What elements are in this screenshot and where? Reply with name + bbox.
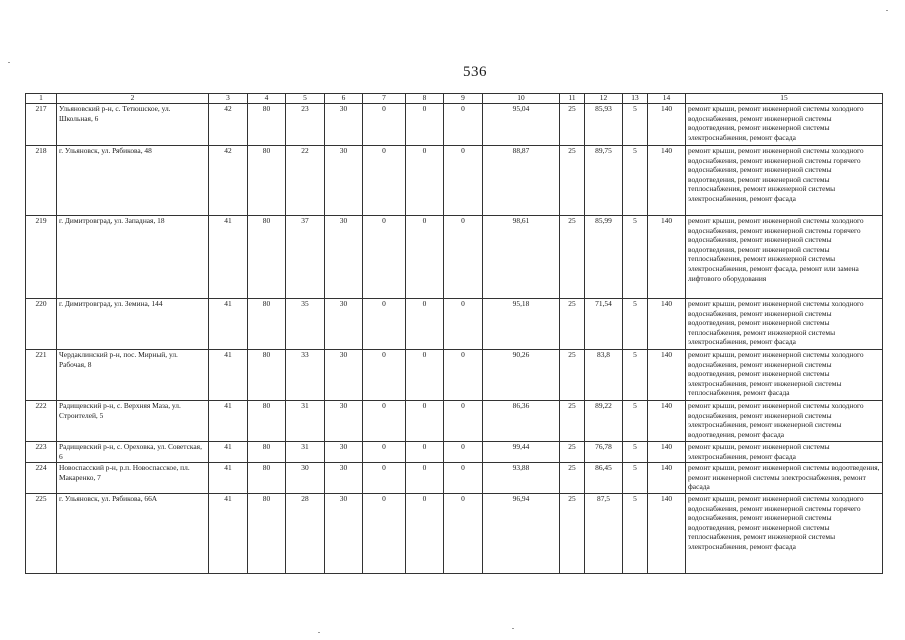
- value-cell: 0: [444, 494, 483, 574]
- value-cell: 30: [325, 104, 363, 146]
- value-cell: 0: [406, 463, 444, 494]
- scan-speck: [318, 632, 320, 633]
- row-number: 220: [26, 299, 57, 350]
- value-cell: 0: [406, 442, 444, 463]
- value-cell: 25: [560, 216, 585, 299]
- value-cell: 80: [248, 463, 286, 494]
- value-cell: 5: [623, 146, 648, 216]
- repair-works-cell: ремонт крыши, ремонт инженерной системы холодного водоснабжения, ремонт инженерной системы электроснабжения, ремонт инженерной системы водоотведения, ремонт фасада: [686, 401, 883, 442]
- address-cell: Радищевский р-н, с. Ореховка, ул. Советская, 6: [57, 442, 209, 463]
- row-number: 223: [26, 442, 57, 463]
- value-cell: 0: [363, 494, 406, 574]
- value-cell: 80: [248, 216, 286, 299]
- value-cell: 25: [560, 146, 585, 216]
- housing-repair-table: [25, 93, 883, 574]
- address-cell: г. Ульяновск, ул. Рябикова, 48: [57, 146, 209, 216]
- value-cell: 28: [286, 494, 325, 574]
- value-cell: 0: [363, 104, 406, 146]
- repair-works-cell: ремонт крыши, ремонт инженерной системы электроснабжения, ремонт фасада: [686, 442, 883, 463]
- repair-works-cell: ремонт крыши, ремонт инженерной системы холодного водоснабжения, ремонт инженерной системы горячего водоснабжения, ремонт инженерной системы водоотведения, ремонт инженерной системы теплоснабжения, ремонт инженерной системы электроснабжения, ремонт фасада: [686, 146, 883, 216]
- col-header-3: 3: [209, 94, 248, 104]
- repair-works-cell: ремонт крыши, ремонт инженерной системы холодного водоснабжения, ремонт инженерной системы горячего водоснабжения, ремонт инженерной системы водоотведения, ремонт инженерной системы теплоснабжения, ремонт инженерной системы электроснабжения, ремонт фасада: [686, 494, 883, 574]
- value-cell: 23: [286, 104, 325, 146]
- value-cell: 96,94: [483, 494, 560, 574]
- value-cell: 140: [648, 104, 686, 146]
- value-cell: 87,5: [585, 494, 623, 574]
- value-cell: 25: [560, 463, 585, 494]
- row-number: 219: [26, 216, 57, 299]
- col-header-9: 9: [444, 94, 483, 104]
- value-cell: 30: [325, 146, 363, 216]
- column-number-row: [26, 94, 883, 104]
- value-cell: 0: [444, 216, 483, 299]
- value-cell: 71,54: [585, 299, 623, 350]
- address-cell: Ульяновский р-н, с. Тетюшское, ул. Школьная, 6: [57, 104, 209, 146]
- value-cell: 31: [286, 401, 325, 442]
- value-cell: 5: [623, 216, 648, 299]
- value-cell: 30: [325, 350, 363, 401]
- repair-works-cell: ремонт крыши, ремонт инженерной системы холодного водоснабжения, ремонт инженерной системы водоотведения, ремонт инженерной системы теплоснабжения, ремонт инженерной системы электроснабжения, ремонт фасада: [686, 299, 883, 350]
- table-row: [26, 299, 883, 350]
- repair-works-cell: ремонт крыши, ремонт инженерной системы холодного водоснабжения, ремонт инженерной системы горячего водоснабжения, ремонт инженерной системы водоотведения, ремонт инженерной системы теплоснабжения, ремонт инженерной системы электроснабжения, ремонт фасада, ремонт или замена лифтового оборудования: [686, 216, 883, 299]
- address-cell: Новоспасский р-н, р.п. Новоспасское, пл. Макаренко, 7: [57, 463, 209, 494]
- value-cell: 0: [444, 104, 483, 146]
- value-cell: 0: [406, 401, 444, 442]
- value-cell: 140: [648, 463, 686, 494]
- table-row: [26, 350, 883, 401]
- row-number: 218: [26, 146, 57, 216]
- col-header-13: 13: [623, 94, 648, 104]
- table-row: [26, 104, 883, 146]
- value-cell: 140: [648, 494, 686, 574]
- value-cell: 88,87: [483, 146, 560, 216]
- value-cell: 0: [406, 146, 444, 216]
- value-cell: 0: [406, 350, 444, 401]
- address-cell: Чердаклинский р-н, пос. Мирный, ул. Рабочая, 8: [57, 350, 209, 401]
- value-cell: 37: [286, 216, 325, 299]
- table-row: [26, 494, 883, 574]
- value-cell: 0: [406, 104, 444, 146]
- address-cell: Радищевский р-н, с. Верхняя Маза, ул. Строителей, 5: [57, 401, 209, 442]
- value-cell: 0: [406, 299, 444, 350]
- value-cell: 76,78: [585, 442, 623, 463]
- row-number: 224: [26, 463, 57, 494]
- row-number: 221: [26, 350, 57, 401]
- value-cell: 30: [325, 442, 363, 463]
- value-cell: 99,44: [483, 442, 560, 463]
- value-cell: 25: [560, 299, 585, 350]
- value-cell: 140: [648, 146, 686, 216]
- table-row: [26, 216, 883, 299]
- address-cell: г. Димитровград, ул. Западная, 18: [57, 216, 209, 299]
- col-header-8: 8: [406, 94, 444, 104]
- value-cell: 93,88: [483, 463, 560, 494]
- value-cell: 5: [623, 350, 648, 401]
- value-cell: 41: [209, 401, 248, 442]
- value-cell: 0: [444, 350, 483, 401]
- value-cell: 86,36: [483, 401, 560, 442]
- value-cell: 30: [325, 494, 363, 574]
- value-cell: 86,45: [585, 463, 623, 494]
- value-cell: 89,22: [585, 401, 623, 442]
- value-cell: 140: [648, 442, 686, 463]
- col-header-6: 6: [325, 94, 363, 104]
- table-row: [26, 442, 883, 463]
- value-cell: 25: [560, 401, 585, 442]
- value-cell: 0: [363, 146, 406, 216]
- value-cell: 140: [648, 401, 686, 442]
- repair-works-cell: ремонт крыши, ремонт инженерной системы холодного водоснабжения, ремонт инженерной системы водоотведения, ремонт инженерной системы электроснабжения, ремонт инженерной системы теплоснабжения, ремонт фасада: [686, 350, 883, 401]
- scan-speck: [8, 62, 10, 63]
- value-cell: 41: [209, 299, 248, 350]
- value-cell: 33: [286, 350, 325, 401]
- value-cell: 85,93: [585, 104, 623, 146]
- value-cell: 25: [560, 442, 585, 463]
- value-cell: 0: [444, 463, 483, 494]
- value-cell: 80: [248, 146, 286, 216]
- table-row: [26, 146, 883, 216]
- col-header-12: 12: [585, 94, 623, 104]
- table-row: [26, 401, 883, 442]
- row-number: 222: [26, 401, 57, 442]
- value-cell: 41: [209, 494, 248, 574]
- value-cell: 0: [363, 216, 406, 299]
- value-cell: 5: [623, 401, 648, 442]
- value-cell: 30: [325, 216, 363, 299]
- value-cell: 30: [325, 463, 363, 494]
- value-cell: 0: [363, 299, 406, 350]
- page-number: 536: [463, 64, 487, 80]
- value-cell: 0: [444, 146, 483, 216]
- value-cell: 42: [209, 146, 248, 216]
- scan-speck: [886, 10, 888, 11]
- value-cell: 25: [560, 104, 585, 146]
- value-cell: 0: [444, 299, 483, 350]
- value-cell: 90,26: [483, 350, 560, 401]
- value-cell: 95,18: [483, 299, 560, 350]
- value-cell: 41: [209, 463, 248, 494]
- value-cell: 0: [363, 463, 406, 494]
- col-header-10: 10: [483, 94, 560, 104]
- col-header-5: 5: [286, 94, 325, 104]
- col-header-14: 14: [648, 94, 686, 104]
- value-cell: 5: [623, 463, 648, 494]
- repair-works-cell: ремонт крыши, ремонт инженерной системы холодного водоснабжения, ремонт инженерной системы водоотведения, ремонт инженерной системы электроснабжения, ремонт фасада: [686, 104, 883, 146]
- value-cell: 42: [209, 104, 248, 146]
- value-cell: 30: [325, 401, 363, 442]
- value-cell: 41: [209, 216, 248, 299]
- col-header-11: 11: [560, 94, 585, 104]
- value-cell: 5: [623, 442, 648, 463]
- value-cell: 0: [444, 401, 483, 442]
- row-number: 217: [26, 104, 57, 146]
- scan-speck: [512, 628, 514, 629]
- value-cell: 0: [406, 494, 444, 574]
- address-cell: г. Димитровград, ул. Земина, 144: [57, 299, 209, 350]
- col-header-1: 1: [26, 94, 57, 104]
- value-cell: 83,8: [585, 350, 623, 401]
- value-cell: 0: [363, 350, 406, 401]
- repair-works-cell: ремонт крыши, ремонт инженерной системы водоотведения, ремонт инженерной системы электроснабжения, ремонт фасада: [686, 463, 883, 494]
- value-cell: 0: [444, 442, 483, 463]
- value-cell: 5: [623, 299, 648, 350]
- value-cell: 80: [248, 299, 286, 350]
- value-cell: 25: [560, 350, 585, 401]
- value-cell: 5: [623, 494, 648, 574]
- value-cell: 95,04: [483, 104, 560, 146]
- value-cell: 31: [286, 442, 325, 463]
- value-cell: 140: [648, 350, 686, 401]
- value-cell: 80: [248, 442, 286, 463]
- value-cell: 25: [560, 494, 585, 574]
- col-header-4: 4: [248, 94, 286, 104]
- value-cell: 5: [623, 104, 648, 146]
- value-cell: 80: [248, 401, 286, 442]
- col-header-2: 2: [57, 94, 209, 104]
- value-cell: 80: [248, 104, 286, 146]
- col-header-15: 15: [686, 94, 883, 104]
- value-cell: 140: [648, 216, 686, 299]
- value-cell: 22: [286, 146, 325, 216]
- value-cell: 0: [406, 216, 444, 299]
- value-cell: 0: [363, 442, 406, 463]
- value-cell: 41: [209, 442, 248, 463]
- value-cell: 140: [648, 299, 686, 350]
- value-cell: 89,75: [585, 146, 623, 216]
- value-cell: 80: [248, 350, 286, 401]
- value-cell: 85,99: [585, 216, 623, 299]
- value-cell: 0: [363, 401, 406, 442]
- value-cell: 30: [325, 299, 363, 350]
- row-number: 225: [26, 494, 57, 574]
- col-header-7: 7: [363, 94, 406, 104]
- table-row: [26, 463, 883, 494]
- value-cell: 80: [248, 494, 286, 574]
- value-cell: 35: [286, 299, 325, 350]
- address-cell: г. Ульяновск, ул. Рябикова, 66А: [57, 494, 209, 574]
- value-cell: 41: [209, 350, 248, 401]
- value-cell: 30: [286, 463, 325, 494]
- value-cell: 98,61: [483, 216, 560, 299]
